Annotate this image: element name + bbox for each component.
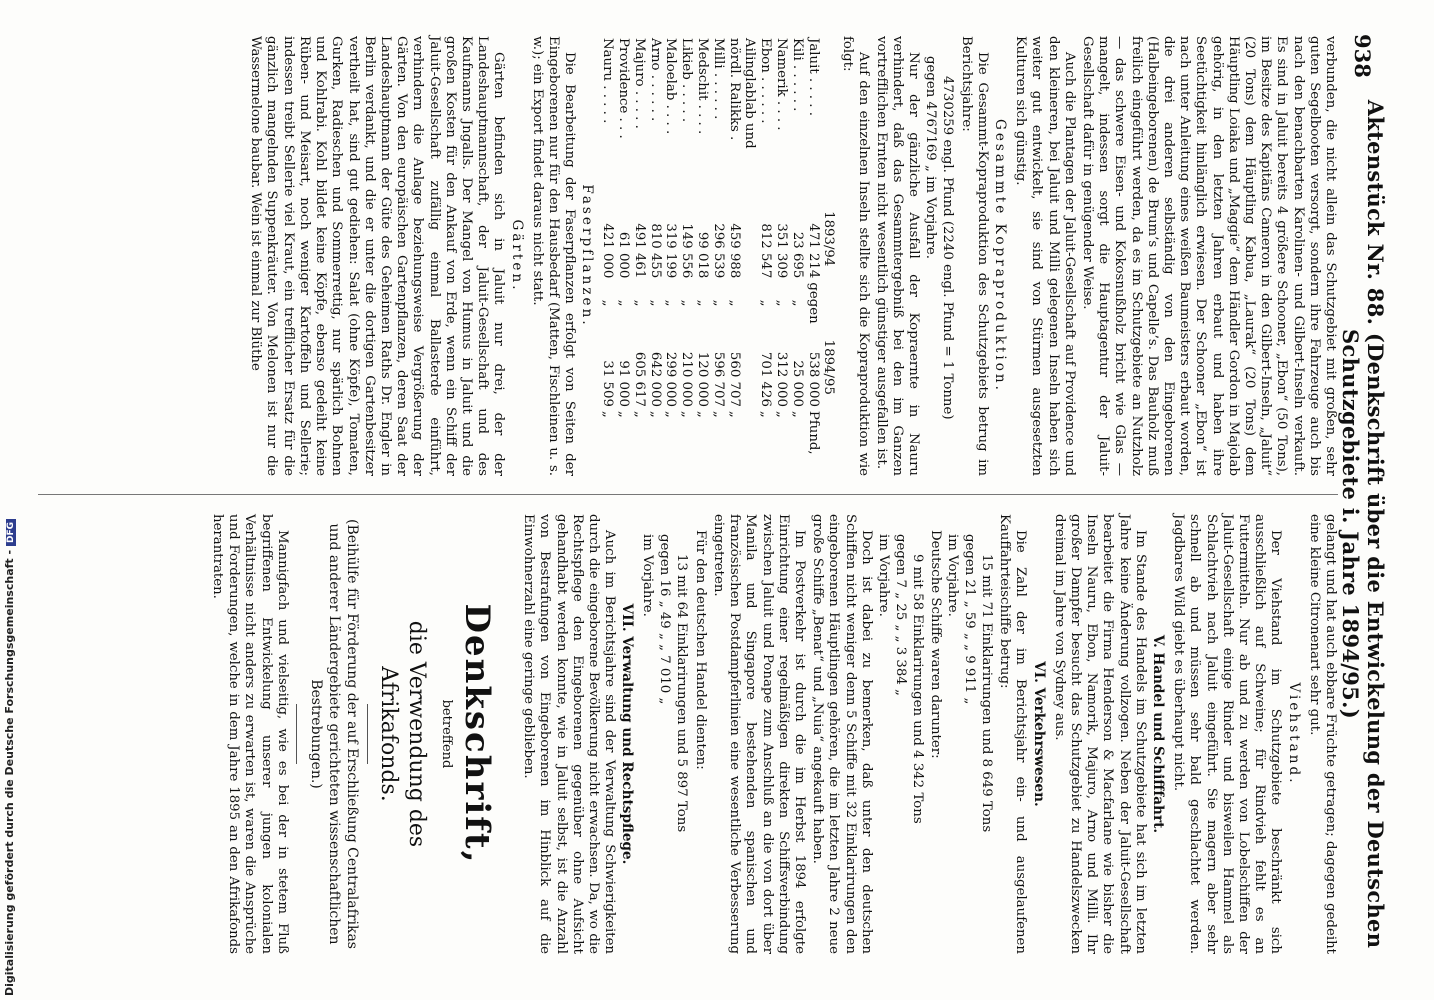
dfg-logo: DFG	[6, 519, 16, 546]
table-cell: 31 509	[600, 360, 616, 407]
table-header-cell	[821, 280, 837, 325]
table-cell: 351 309	[773, 223, 789, 279]
table-cell: „	[600, 299, 616, 307]
table-row	[742, 36, 758, 476]
table-cell: Arno . . . . . .	[647, 38, 663, 122]
table-cell: Majuro . . . . .	[631, 38, 647, 129]
statistic-line: im Vorjahre.	[944, 534, 960, 617]
page-title: Aktenstück Nr. 88. (Denkschrift über die Entwickelung der Deutschen Schutzgebiete i. Jahre 1894/95.)	[1338, 99, 1388, 949]
page-header	[1338, 34, 1388, 954]
table-cell: „	[726, 299, 742, 307]
table-cell: 471 214	[805, 223, 821, 279]
table-cell: Milli . . . . . .	[710, 38, 726, 120]
table-cell: 210 000	[679, 351, 695, 407]
table-cell: 319 199	[663, 223, 679, 279]
paragraph: Deutsche Schiffe waren darunter:	[927, 530, 943, 759]
memorandum-title: Denkschrift,	[457, 603, 498, 865]
paragraph: Die Zahl der im Berichtsjahr ein- und ausgelaufenen Kauffahrteischiffe betrug:	[997, 514, 1029, 954]
table-cell: „	[710, 299, 726, 307]
section-heading-vieh: Viehstand.	[1285, 682, 1302, 786]
table-cell: Providence . . .	[615, 38, 631, 139]
right-column	[38, 514, 1338, 954]
table-row	[726, 36, 742, 476]
table-cell: „	[694, 410, 710, 418]
table-cell: „	[758, 299, 774, 307]
table-cell	[742, 326, 758, 409]
table-cell: „	[758, 410, 774, 418]
table-cell: 538 000	[805, 351, 821, 407]
memorandum-betreffend: betreffend	[439, 699, 455, 769]
paragraph: Doch ist dabei zu bemerken, daß unter den deutschen Schiffen nicht weniger denn 5 Schiffe mit 32 Einklarirungen den eingeborenen Häuptlingen gehören, die im letzten Jahre 2 neue große Schiffe „Benat“ und „Nuia“ angekauft haben.	[810, 514, 874, 954]
table-cell: 459 988	[726, 223, 742, 279]
separator-rule	[296, 704, 297, 764]
statistic-line: gegen 21 „ 59 „ „ 9 911 „	[961, 534, 977, 705]
table-row	[599, 36, 615, 476]
table-cell: 91 000	[615, 360, 631, 407]
table-row	[694, 36, 710, 476]
paragraph: Mannigfach und vielseitig, wie es bei der in stetem Fluß begriffenen Entwickelung unserer jungen kolonialen Verhältnisse nicht anders zu erwarten ist, waren die Ansprüche und Forderungen, welche in dem Jahre 1895 an den Afrikafonds herantraten.	[210, 514, 290, 954]
table-cell: Kili . . . . . .	[789, 38, 805, 112]
table-cell: 99 018	[694, 231, 710, 279]
table-cell: „	[663, 299, 679, 307]
table-cell: 701 426	[758, 351, 774, 407]
table-row	[805, 36, 821, 476]
table-row	[663, 36, 679, 476]
table-cell	[742, 409, 758, 476]
table-cell: 810 455	[647, 223, 663, 279]
column-divider	[38, 494, 1338, 495]
separator-rule	[367, 704, 368, 764]
paragraph: Gärten befinden sich in Jaluit nur drei, der der Landeshauptmannschaft, der Jaluit-Gesellschaft und des Kaufmanns Jngalls. Der Mangel von Humus in Jaluit und die großen Kosten für den Ankauf von Erde, wenn ein Schiff der Jaluit-Gesellschaft zufällig einmal Ballasterde einführt, verhindern die Anlage beziehungsweise Vergrößerung der Gärten. Von den europäischen Gartenpflanzen, deren Saat der Landeshauptmann der Güte des Geheimen Raths Dr. Engler in Berlin verdankt, und die er unter die dortigen Gartenbesitzer vertheilt hat, sind gut gediehen: Salat (ohne Köpfe), Tomaten, Gurken, Radieschen und Sommerrettig, nur spärlich Bohnen und Kohlrabi. Kohl bildet keine Köpfe, ebenso gedeiht keine Rüben- und Meisart, noch weniger Kartoffeln und Sellerie; indessen treibt Sellerie viel Kraut, ein trefflicher Ersatz für die gänzlich mangelnden Suppenkräuter. Von Melonen ist nur die Wassermelone baubar. Wein ist einmal zur Blüthe	[248, 36, 507, 476]
table-cell: Nauru . . . . .	[600, 38, 616, 124]
table-cell	[742, 197, 758, 280]
table-row	[757, 36, 773, 476]
statistic-line: im Vorjahre.	[875, 534, 891, 617]
statistic-line: 9 mit 58 Einklarirungen und 4 342 Tons	[909, 554, 925, 824]
table-cell: Namerik . . . .	[773, 38, 789, 131]
memorandum-title-block	[296, 514, 498, 954]
table-header-cell	[821, 36, 837, 197]
table-cell: 312 000	[773, 351, 789, 407]
table-cell: „	[631, 410, 647, 418]
table-cell: „	[615, 299, 631, 307]
table-cell: 596 707	[710, 351, 726, 407]
table-cell: Ailinglablab und	[742, 38, 758, 149]
table-cell: Jaluit . . . . .	[805, 38, 821, 116]
table-cell: 25 000	[789, 360, 805, 407]
section-heading-kopra: Gesammte Kopraproduktion.	[991, 118, 1008, 394]
table-header-row	[821, 36, 837, 476]
table-cell: „	[615, 410, 631, 418]
table-cell: „	[679, 410, 695, 418]
table-cell: nördl. Ralikks .	[726, 38, 742, 141]
statistic-line: gegen 16 „ 49 „ „ 7 010 „	[657, 534, 673, 705]
page-number: 938	[1350, 34, 1376, 78]
table-row	[678, 36, 694, 476]
paragraph: Im Stande des Handels im Schutzgebiete hat sich im letzten Jahre keine Änderung vollzogen. Neben der Jaluit-Gesellschaft bearbeitet die Firma Henderson & Macfarlane wie bisher die Inseln Nauru, Ebon, Namorik, Majuro, Arno und Milli. Ihr großer Dampfer besucht das Schutzgebiet zu Handelszwecken dreimal im Jahre von Sydney aus.	[1051, 514, 1148, 954]
table-cell: 605 617	[631, 351, 647, 407]
statistic-line: 13 mit 64 Einklarirungen und 5 897 Tons	[674, 554, 690, 833]
table-cell: 812 547	[758, 223, 774, 279]
table-cell: „	[789, 410, 805, 418]
memorandum-subtitle-line2: Afrikafonds.	[375, 666, 401, 802]
table-cell: „	[631, 299, 647, 307]
paragraph: gelangt und hat auch ebbare Früchte getragen; dagegen gedeiht eine kleine Citronenart sehr gut.	[1306, 514, 1338, 954]
table-cell: 299 000	[663, 351, 679, 407]
table-cell: „	[679, 299, 695, 307]
paragraph: Auch die Plantagen der Jaluit-Gesellschaft auf Providence und den kleineren, bei Jaluit und Milli gelegenen Inseln haben sich weiter gut entwickelt, sie sind von Stürmen ausgesetzten Kulturen sich günstig.	[1013, 36, 1077, 476]
paragraph: Die Gesammt-Kopraproduktion des Schutzgebiets betrug im Berichtsjahre:	[958, 36, 990, 476]
paragraph: Der Viehstand im Schutzgebiete beschränkt sich ausschließlich auf Schweine; für Rindvieh fehlt es an Futtermitteln. Nur ab und zu werden von Lobelschiffen der Jaluit-Gesellschaft einige Rinder und bisweilen Hammel als Schlachtvieh nach Jaluit eingeführt. Sie magern aber sehr schnell ab und müssen sehr bald geschlachtet werden. Jagdbares Wild giebt es überhaupt nicht.	[1171, 514, 1284, 954]
table-cell: „	[647, 299, 663, 307]
memorandum-note: (Beihülfe für Förderung der auf Erschließung Centralafrikas und anderer Ländergebiete gerichteten wissenschaftlichen Bestrebungen.)	[307, 519, 360, 949]
left-column	[38, 36, 1338, 476]
paragraph: Auch im Berichtsjahre sind der Verwaltung Schwierigkeiten durch die eingeborene Bevölkerung nicht erwachsen. Da, wo die Rechtspflege den Eingeborenen gegenüber ohne Aufsicht gehandhabt werden konnte, wie in Jaluit selbst, ist die Anzahl von Bestrafungen von Eingeborenen im Hinblick auf die Einwohnerzahl eine geringe geblieben.	[521, 514, 618, 954]
paragraph: verbunden, die nicht allein das Schutzgebiet mit großen, sehr guten Segelbooten versorgt, sondern ihre Fahrzeuge auch bis nach den benachbarten Karolinen- und Gilbert-Inseln verkauft. Es sind in Jaluit bereits 4 größere Schooner, „Ebon“ (50 Tons), im Besitze des Kapitäns Cameron in den Gilbert-Inseln, „Jaluit“ (20 Tons) dem Häuptling Kabua, „Laurak“ (20 Tons) dem Häuptling Loiaka und „Maggie“ dem Händler Gordon in Majolab gehörig, in den letzten Jahren erbaut und haben ihre Seetüchtigkeit hinlänglich erwiesen. Der Schooner „Ebon“ ist nach unter Anleitung eines weißen Baumeisters erbaut worden, die drei anderen selbständig von den Eingeborenen (Halbeingeborenen) de Brum’s und Capelle’s. Das Bauholz muß freilich eingeführt werden, da es im Schutzgebiete an Nutzholz — das schwere Eisen- und Kokosnußholz bricht wie Glas — mangelt, indessen sorgt die Hauptagentur der Jaluit-Gesellschaft dafür in genügender Weise.	[1079, 36, 1338, 476]
table-cell: „	[773, 410, 789, 418]
table-header-cell	[821, 409, 837, 476]
table-row	[615, 36, 631, 476]
memorandum-subtitle-line1: die Verwendung des	[403, 620, 429, 848]
table-cell: 560 707	[726, 351, 742, 407]
statistic-line: gegen 7 „ 25 „ „ 3 384 „	[892, 534, 908, 696]
table-row	[710, 36, 726, 476]
table-cell: Pfund,	[805, 410, 821, 455]
kopra-table	[599, 36, 836, 476]
table-cell: „	[726, 410, 742, 418]
statistic-line: gegen 4767169 „ im Vorjahre.	[923, 56, 939, 260]
table-cell: „	[694, 299, 710, 307]
table-header-cell: 1894/95	[821, 339, 837, 395]
paragraph: Die Bearbeitung der Faserpflanzen erfolgt von Seiten der Eingeborenen nur für den Hausbedarf (Matten, Fischleinen u. s. w.); ein Export findet daraus nicht statt.	[529, 36, 578, 476]
table-row	[773, 36, 789, 476]
table-cell: gegen	[805, 282, 821, 324]
table-cell: 642 000	[647, 351, 663, 407]
table-cell: 421 000	[600, 223, 616, 279]
table-cell: „	[647, 410, 663, 418]
digitization-footer	[4, 6, 16, 996]
table-row	[647, 36, 663, 476]
table-cell: Maloelab . . . .	[663, 38, 679, 135]
table-cell: 296 539	[710, 223, 726, 279]
footer-text: Digitalisierung gefördert durch die Deutsche Forschungsgemeinschaft -	[3, 549, 16, 996]
table-cell: „	[789, 299, 805, 307]
table-cell: 149 556	[679, 223, 695, 279]
table-cell: Ebon . . . . . .	[758, 38, 774, 124]
section-heading-handel: V. Handel und Schifffahrt.	[1149, 634, 1166, 834]
statistic-line: im Vorjahre.	[640, 534, 656, 617]
paragraph: Im Postverkehr ist durch die im Herbst 1894 erfolgte Einrichtung einer regelmäßigen direkten Schiffsverbindung zwischen Jaluit und Ponape zum Anschluß an die von dort über Manila und Singapore bestehenden spanischen und französischen Postdampferlinien eine wesentliche Verbesserung eingetreten.	[710, 514, 807, 954]
section-heading-verkehr: VI. Verkehrswesen.	[1030, 661, 1047, 807]
table-row	[631, 36, 647, 476]
table-cell: 120 000	[694, 351, 710, 407]
table-cell: „	[773, 299, 789, 307]
paragraph: Für den deutschen Handel dienten:	[692, 530, 708, 770]
section-heading-faser: Faserpflanzen.	[579, 184, 596, 328]
table-cell: 23 695	[789, 231, 805, 279]
table-cell: „	[600, 410, 616, 418]
table-row	[789, 36, 805, 476]
section-heading-verwaltung: VII. Verwaltung und Rechtspflege.	[619, 603, 636, 865]
table-cell: „	[710, 410, 726, 418]
paragraph: Nur der gänzliche Ausfall der Kopraernte in Nauru verhindert, daß das Gesammtergebniß bei den im Ganzen vortrefflichen Ernten nicht wesentlich günstiger ausgefallen ist.	[873, 36, 922, 476]
table-cell: 491 461	[631, 223, 647, 279]
table-header-cell: 1893/94	[821, 211, 837, 267]
table-cell: 61 000	[615, 231, 631, 279]
table-cell: Likieb . . . . .	[679, 38, 695, 123]
table-cell: Medschit . . . .	[694, 38, 710, 135]
paragraph: Auf den einzelnen Inseln stellte sich die Kopraproduktion wie folgt:	[839, 36, 871, 476]
section-heading-gaerten: Gärten.	[508, 219, 525, 293]
table-cell	[742, 280, 758, 325]
statistic-line: 4730259 engl. Pfund (2240 engl. Pfund = 1 Tonne)	[940, 76, 956, 420]
statistic-line: 15 mit 71 Einklarirungen und 8 649 Tons	[978, 554, 994, 833]
table-cell: „	[663, 410, 679, 418]
